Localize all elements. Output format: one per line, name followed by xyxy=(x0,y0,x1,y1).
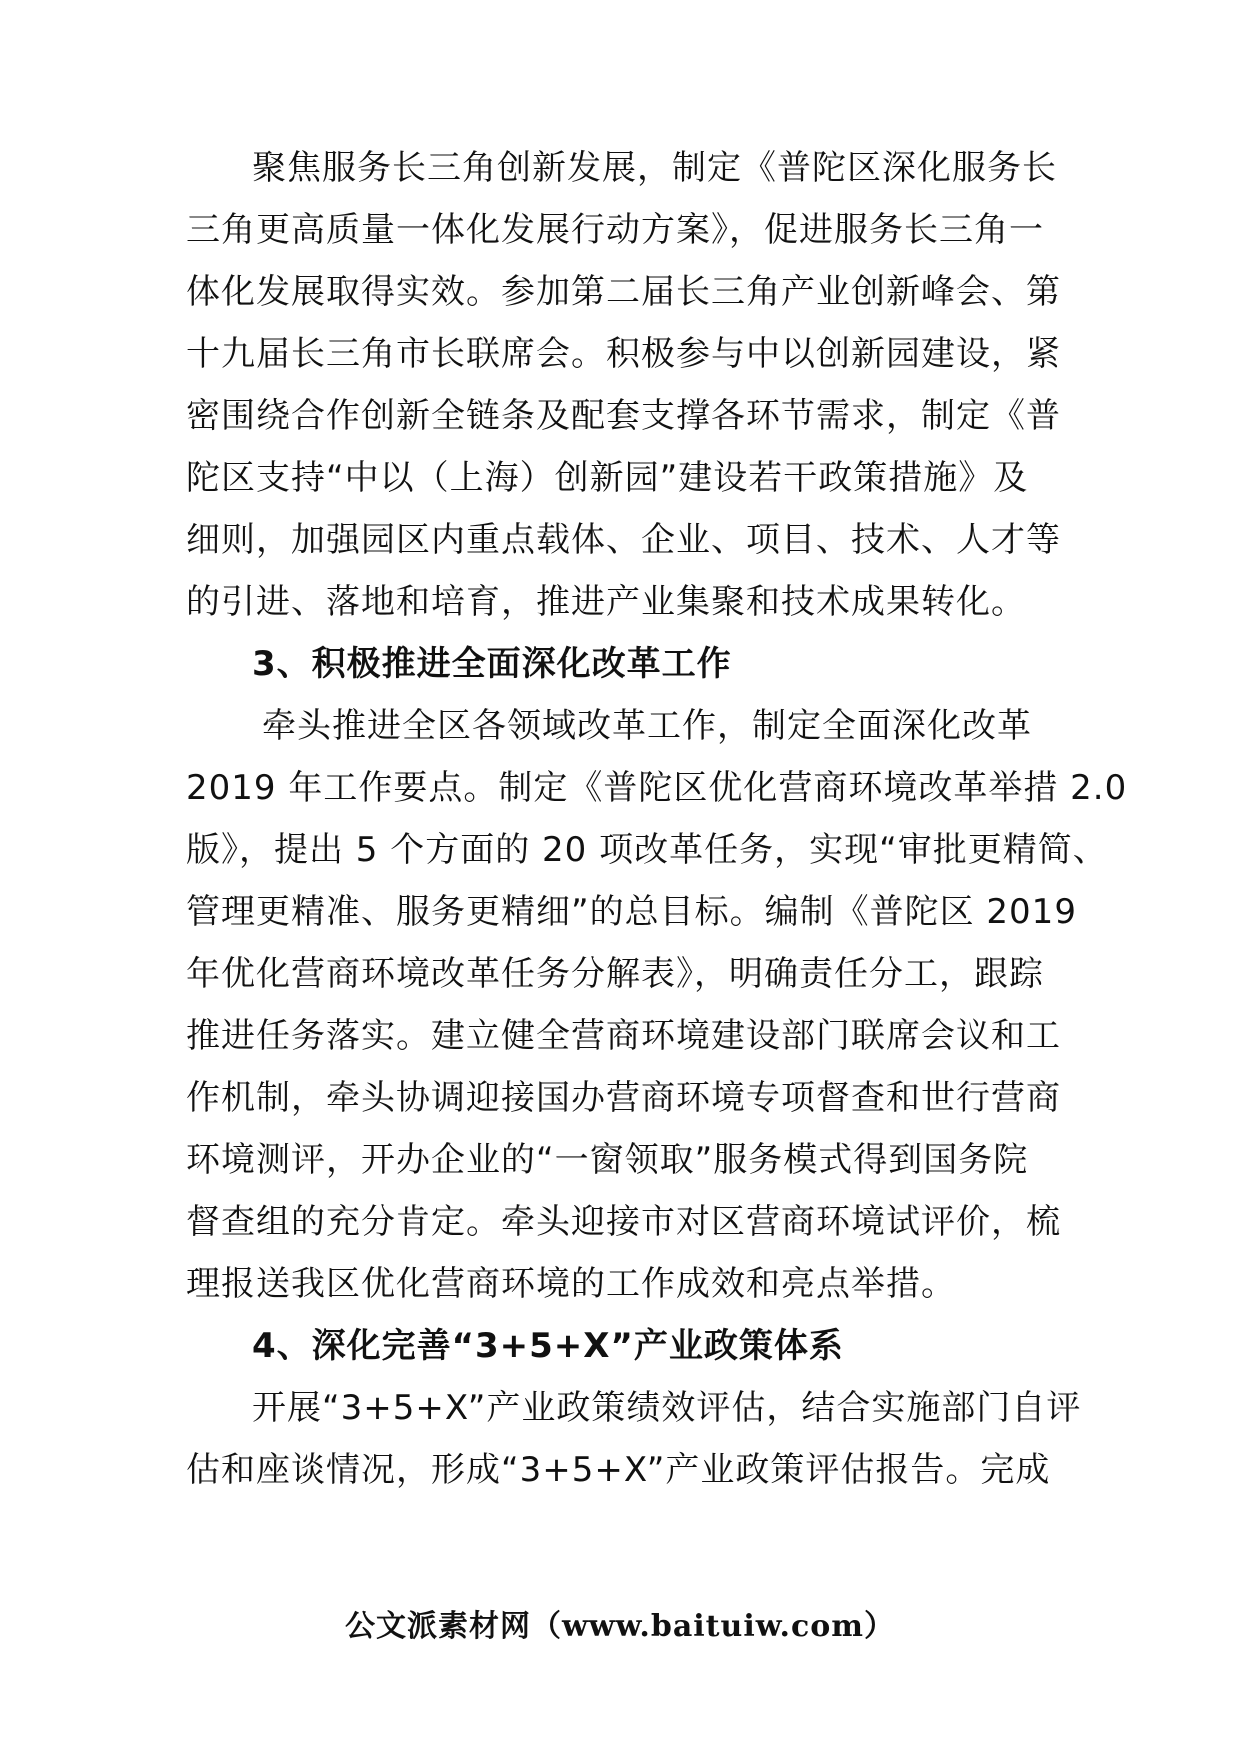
paragraph-1-line-3: 体化发展取得实效。参加第二届长三角产业创新峰会、第 xyxy=(186,272,1061,312)
paragraph-1-line-2: 三角更高质量一体化发展行动方案》，促进服务长三角一 xyxy=(186,210,1044,250)
paragraph-1-line-4: 十九届长三角市长联席会。积极参与中以创新园建设，紧 xyxy=(186,334,1061,374)
paragraph-1-line-7: 细则，加强园区内重点载体、企业、项目、技术、人才等 xyxy=(186,520,1061,560)
paragraph-2-line-1: 牵头推进全区各领域改革工作，制定全面深化改革 xyxy=(262,706,1032,746)
paragraph-3-line-1: 开展“3+5+X”产业政策绩效评估，结合实施部门自评 xyxy=(252,1388,1082,1428)
paragraph-2-line-5: 年优化营商环境改革任务分解表》，明确责任分工，跟踪 xyxy=(186,954,1044,994)
section-heading-3: 3、积极推进全面深化改革工作 xyxy=(252,644,732,684)
paragraph-1-line-8: 的引进、落地和培育，推进产业集聚和技术成果转化。 xyxy=(186,582,1026,622)
footer-source-text: 公文派素材网（www.baituiw.com） xyxy=(344,1609,896,1644)
paragraph-2-line-10: 理报送我区优化营商环境的工作成效和亮点举措。 xyxy=(186,1264,956,1304)
paragraph-1-line-5: 密围绕合作创新全链条及配套支撑各环节需求，制定《普 xyxy=(186,396,1061,436)
paragraph-2-line-3: 版》，提出 5 个方面的 20 项改革任务，实现“审批更精简、 xyxy=(186,830,1108,870)
paragraph-2-line-6: 推进任务落实。建立健全营商环境建设部门联席会议和工 xyxy=(186,1016,1061,1056)
section-heading-4: 4、深化完善“3+5+X”产业政策体系 xyxy=(252,1326,844,1366)
paragraph-2-line-9: 督查组的充分肯定。牵头迎接市对区营商环境试评价，梳 xyxy=(186,1202,1061,1242)
paragraph-3-line-2: 估和座谈情况，形成“3+5+X”产业政策评估报告。完成 xyxy=(186,1450,1051,1490)
paragraph-1-line-6: 陀区支持“中以（上海）创新园”建设若干政策措施》及 xyxy=(186,458,1029,498)
paragraph-1-line-1: 聚焦服务长三角创新发展，制定《普陀区深化服务长 xyxy=(252,148,1057,188)
paragraph-2-line-8: 环境测评，开办企业的“一窗领取”服务模式得到国务院 xyxy=(186,1140,1029,1180)
paragraph-2-line-4: 管理更精准、服务更精细”的总目标。编制《普陀区 2019 xyxy=(186,892,1077,932)
paragraph-2-line-7: 作机制，牵头协调迎接国办营商环境专项督查和世行营商 xyxy=(186,1078,1061,1118)
paragraph-2-line-2: 2019 年工作要点。制定《普陀区优化营商环境改革举措 2.0 xyxy=(186,768,1128,808)
